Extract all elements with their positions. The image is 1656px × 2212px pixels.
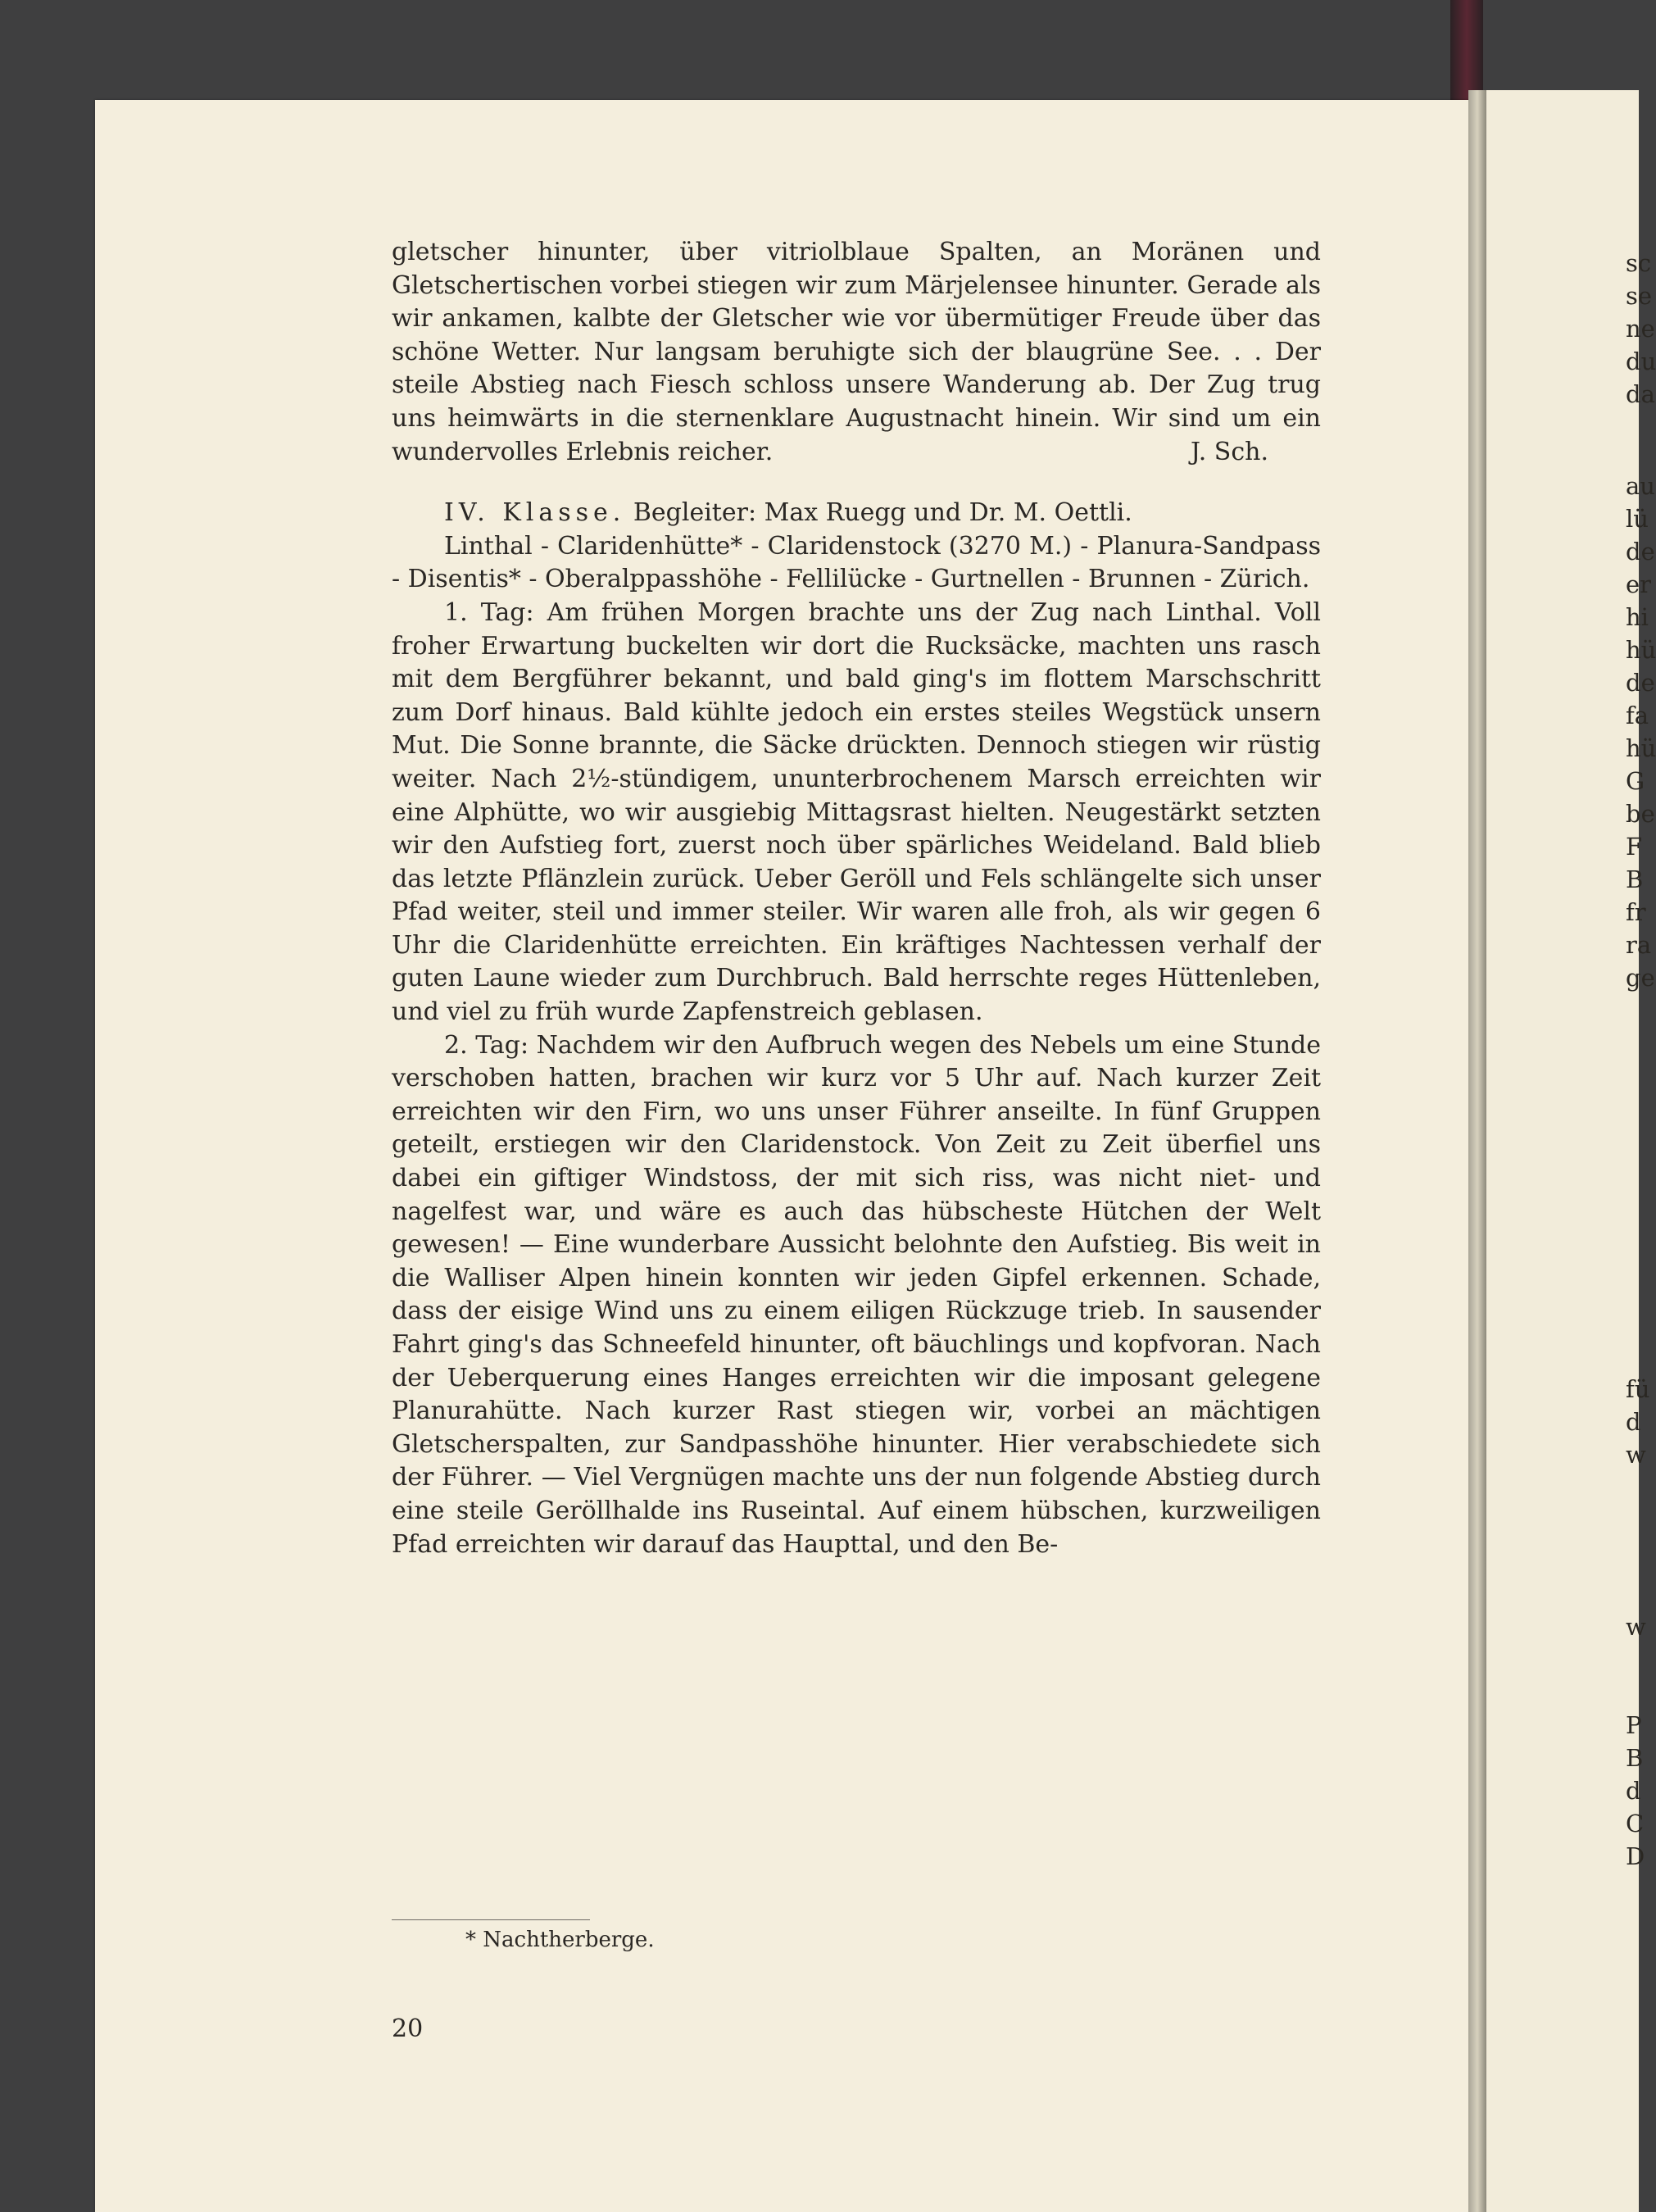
facing-fragment: se — [1626, 282, 1653, 310]
companions-line: Begleiter: Max Ruegg und Dr. M. Oettli. — [625, 498, 1132, 528]
facing-fragment: P — [1626, 1711, 1642, 1739]
paragraph-1-wrapper — [392, 236, 1321, 469]
facing-fragment: au — [1626, 472, 1655, 500]
facing-page-right — [1486, 90, 1656, 2212]
paragraph-1: gletscher hinunter, über vitriolblaue Spalten, an Moränen und Gletschertischen vorbei stiegen wir zum Märjelensee hinunter. Gerade als wir ankamen, kalbte der Gletscher wie vor übermütiger Freude über das schöne Wetter. Nur langsam beruhigte sich der blaugrüne See. . . Der steile Abstieg nach Fiesch schloss unsere Wanderung ab. Der Zug trug uns heimwärts in die sternenklare Augustnacht hinein. Wir sind um ein wundervolles Erlebnis reicher. — [392, 238, 1321, 466]
facing-fragment: hi — [1626, 603, 1649, 631]
facing-fragment: hü — [1626, 734, 1656, 762]
facing-fragment: ge — [1626, 964, 1655, 992]
facing-fragment: da — [1626, 380, 1655, 408]
facing-fragment: B — [1626, 865, 1644, 893]
facing-fragment: de — [1626, 538, 1655, 565]
facing-fragment: D — [1626, 1842, 1645, 1870]
route-paragraph: Linthal - Claridenhütte* - Claridenstock (3270 M.) - Planura-Sandpass - Disentis* - Oberalppasshöhe - Fellilücke - Gurtnellen - Brunnen - Zürich. — [392, 531, 1321, 594]
facing-fragment: ra — [1626, 931, 1652, 959]
page-body-text — [392, 236, 1321, 1561]
facing-fragment: lü — [1626, 505, 1649, 533]
book-gutter — [1468, 90, 1486, 2212]
facing-fragment: G — [1626, 767, 1645, 795]
facing-fragment: er — [1626, 570, 1652, 598]
facing-fragment: d — [1626, 1408, 1641, 1436]
day-1-paragraph: 1. Tag: Am frühen Morgen brachte uns der Zug nach Linthal. Voll froher Erwartung buckelten wir dort die Rucksäcke, machten uns rasch mit dem Bergführer bekannt, und bald ging's im flottem Marschschritt zum Dorf hinaus. Bald kühlte jedoch ein erstes steiles Wegstück unsern Mut. Die Sonne brannte, die Säcke drückten. Dennoch stiegen wir rüstig weiter. Nach 2½-stündigem, ununterbrochenem Marsch erreichten wir eine Alphütte, wo wir ausgiebig Mittagsrast hielten. Neugestärkt setzten wir den Aufstieg fort, zuerst noch über spärliches Weideland. Bald blieb das letzte Pflänzlein zurück. Ueber Geröll und Fels schlängelte sich unser Pfad weiter, steil und immer steiler. Wir waren alle froh, als wir gegen 6 Uhr die Claridenhütte erreichten. Ein kräftiges Nachtessen verhalf der guten Laune wieder zum Durchbruch. Bald herrschte reges Hüttenleben, und viel zu früh wurde Zapfenstreich geblasen. — [392, 597, 1321, 1027]
footnote: * Nachtherberge. — [465, 1928, 655, 1952]
footnote-rule — [392, 1919, 590, 1920]
facing-fragment: d — [1626, 1777, 1641, 1805]
facing-fragment: ne — [1626, 315, 1655, 343]
facing-fragment: B — [1626, 1744, 1644, 1772]
facing-fragment: w — [1626, 1613, 1646, 1641]
class-label: IV. Klasse. — [444, 498, 626, 528]
facing-fragment: du — [1626, 347, 1656, 375]
day-2-paragraph: 2. Tag: Nachdem wir den Aufbruch wegen des Nebels um eine Stunde verschoben hatten, brachen wir kurz vor 5 Uhr auf. Nach kurzer Zeit erreichten wir den Firn, wo uns unser Führer anseilte. In fünf Gruppen geteilt, erstiegen wir den Claridenstock. Von Zeit zu Zeit überfiel uns dabei ein giftiger Windstoss, der mit sich riss, was nicht niet- und nagelfest war, und wäre es auch das hübscheste Hütchen der Welt gewesen! — Eine wunderbare Aussicht belohnte den Aufstieg. Bis weit in die Walliser Alpen hinein konnten wir jeden Gipfel erkennen. Schade, dass der eisige Wind uns zu einem eiligen Rückzuge trieb. In sausender Fahrt ging's das Schneefeld hinunter, oft bäuchlings und kopfvoran. Nach der Ueberquerung eines Hanges erreichten wir die imposant gelegene Planurahütte. Nach kurzer Rast stiegen wir, vorbei an mächtigen Gletscherspalten, zur Sandpasshöhe hinunter. Hier verabschiedete sich der Führer. — Viel Vergnügen machte uns der nun folgende Abstieg durch eine steile Geröllhalde ins Ruseintal. Auf einem hübschen, kurzweiligen Pfad erreichten wir darauf das Haupttal, und den Be- — [392, 1030, 1321, 1559]
facing-fragment: fa — [1626, 702, 1649, 729]
facing-fragment: fü — [1626, 1375, 1650, 1403]
book-spine-top — [1450, 0, 1483, 100]
facing-fragment: hü — [1626, 636, 1656, 664]
section-heading — [392, 497, 1321, 530]
facing-fragment: de — [1626, 669, 1655, 697]
facing-fragment: w — [1626, 1441, 1646, 1469]
facing-fragment: be — [1626, 800, 1655, 828]
facing-fragment: F — [1626, 833, 1643, 861]
facing-fragment: sc — [1626, 249, 1652, 277]
author-signature: J. Sch. — [1191, 437, 1268, 466]
facing-fragment: fr — [1626, 898, 1646, 926]
page-number: 20 — [392, 2014, 424, 2043]
facing-fragment: C — [1626, 1810, 1645, 1837]
